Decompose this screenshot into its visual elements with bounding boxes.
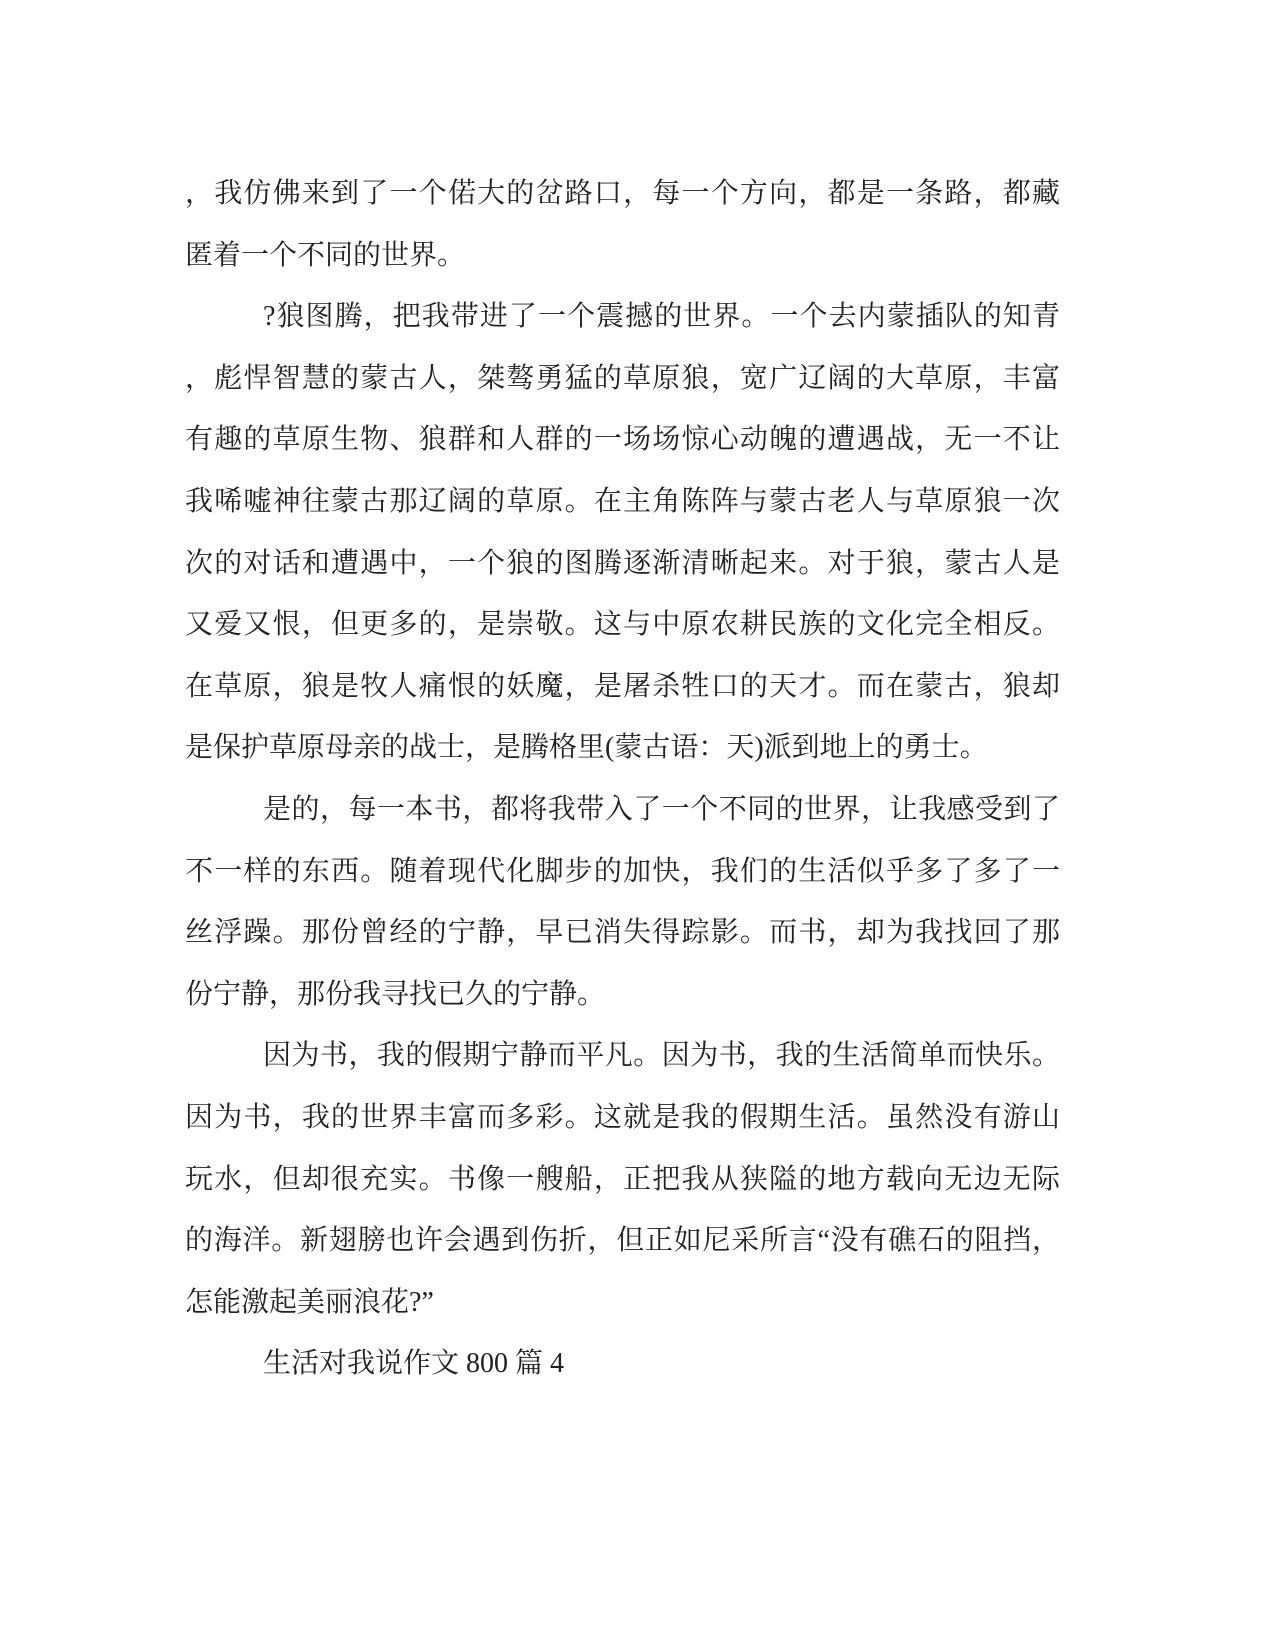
text-line: 生活对我说作文 800 篇 4 (263, 1348, 565, 1380)
text-line: 又爱又恨，但更多的，是崇敬。这与中原农耕民族的文化完全相反。 (185, 609, 1060, 641)
text-line: 是保护草原母亲的战士，是腾格里(蒙古语：天)派到地上的勇士。 (185, 732, 988, 764)
text-line: 丝浮躁。那份曾经的宁静，早已消失得踪影。而书，却为我找回了那 (185, 917, 1060, 949)
text-line: 我唏嘘神往蒙古那辽阔的草原。在主角陈阵与蒙古老人与草原狼一次 (185, 485, 1060, 517)
text-line: 是的，每一本书，都将我带入了一个不同的世界，让我感受到了 (263, 793, 1060, 825)
text-line: 不一样的东西。随着现代化脚步的加快，我们的生活似乎多了多了一 (185, 855, 1060, 887)
text-line: 次的对话和遭遇中，一个狼的图腾逐渐清晰起来。对于狼，蒙古人是 (185, 547, 1060, 579)
text-line: 因为书，我的世界丰富而多彩。这就是我的假期生活。虽然没有游山 (185, 1101, 1060, 1133)
document-text-block (185, 163, 1060, 1395)
text-line: 有趣的草原生物、狼群和人群的一场场惊心动魄的遭遇战，无一不让 (185, 424, 1060, 456)
text-line: 在草原，狼是牧人痛恨的妖魔，是屠杀牲口的天才。而在蒙古，狼却 (185, 670, 1060, 702)
text-line: 匿着一个不同的世界。 (185, 239, 466, 271)
text-line: 因为书，我的假期宁静而平凡。因为书，我的生活简单而快乐。 (263, 1040, 1060, 1072)
text-line: 玩水，但却很充实。书像一艘船，正把我从狭隘的地方载向无边无际 (185, 1163, 1060, 1195)
text-line: ，我仿佛来到了一个偌大的岔路口，每一个方向，都是一条路，都藏 (185, 178, 1060, 209)
text-line: ，彪悍智慧的蒙古人，桀骜勇猛的草原狼，宽广辽阔的大草原，丰富 (185, 362, 1060, 394)
text-line: 怎能激起美丽浪花?” (185, 1286, 434, 1318)
text-line: 份宁静，那份我寻找已久的宁静。 (185, 978, 606, 1010)
text-line: ?狼图腾，把我带进了一个震撼的世界。一个去内蒙插队的知青 (263, 301, 1060, 333)
text-line: 的海洋。新翅膀也许会遇到伤折，但正如尼采所言“没有礁石的阻挡， (185, 1225, 1060, 1257)
